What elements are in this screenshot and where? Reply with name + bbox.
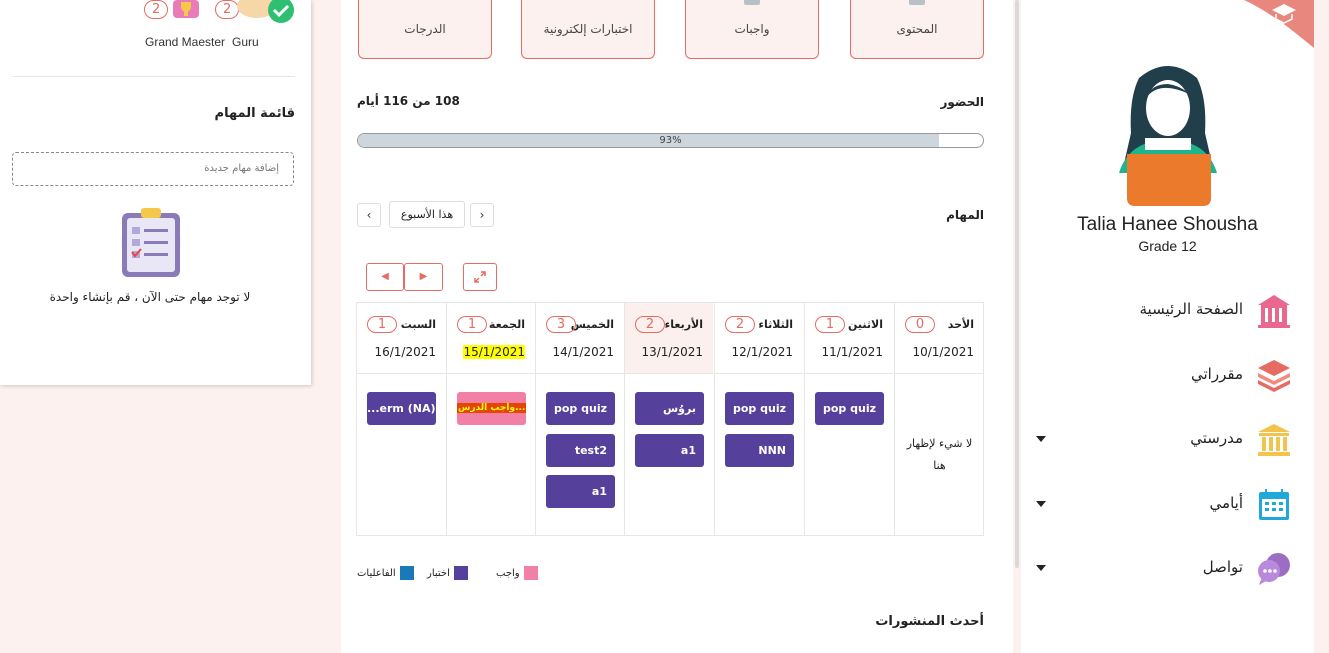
this-week-button[interactable]: هذا الأسبوع [389, 201, 465, 228]
trophy-icon [168, 0, 204, 18]
nav-label: مدرستي [1190, 429, 1243, 447]
attendance-progress-bar [357, 133, 984, 148]
day-name: الثلاثاء [758, 318, 793, 331]
nav-label: تواصل [1202, 558, 1243, 576]
badge-count: 2 [215, 0, 239, 19]
day-column-friday [446, 303, 535, 535]
caret-right-icon: ▶ [419, 271, 428, 282]
day-column-thursday [535, 303, 624, 535]
calendar-prev-button[interactable] [366, 263, 404, 291]
left-panel [0, 0, 311, 385]
day-column-tuesday [714, 303, 803, 535]
event-quiz[interactable]: pop quiz [725, 392, 794, 425]
scrollbar[interactable] [1015, 0, 1019, 568]
legend-swatch [400, 566, 414, 580]
task-list-title: قائمة المهام [214, 106, 295, 121]
legend-label: واجب [496, 567, 520, 579]
tab-content[interactable] [850, 0, 984, 59]
legend-quiz [427, 566, 468, 580]
checkmark-badge-icon [229, 0, 297, 28]
day-date: 12/1/2021 [731, 345, 793, 359]
avatar[interactable] [1109, 58, 1227, 208]
attendance-days: 108 من 116 أيام [357, 94, 460, 108]
day-date: 15/1/2021 [463, 345, 525, 359]
tab-assignments[interactable] [685, 0, 819, 59]
tasks-label: المهام [946, 208, 984, 222]
day-name: الخميس [570, 318, 614, 331]
prev-week-button[interactable]: ‹ [357, 203, 381, 227]
badge-label: Grand Maester [145, 35, 226, 49]
nav-label: مقرراتي [1191, 365, 1243, 383]
day-count: 3 [546, 316, 576, 333]
chat-bubble-icon [1256, 551, 1292, 587]
day-count: 1 [815, 316, 845, 333]
event-quiz[interactable]: بروُس [635, 392, 704, 425]
chevron-down-icon [1036, 501, 1046, 507]
nav-label: أيامي [1209, 494, 1243, 512]
chevron-down-icon [1036, 436, 1046, 442]
main-content [341, 0, 1013, 653]
tab-grades[interactable] [358, 0, 492, 59]
day-name: الاثنين [848, 318, 883, 331]
next-week-button[interactable]: › [470, 203, 494, 227]
student-name: Talia Hanee Shousha [1077, 214, 1258, 235]
day-date: 10/1/2021 [912, 345, 974, 359]
day-header [895, 303, 984, 374]
event-label: واجب الدرس... [458, 403, 526, 413]
day-column-monday [804, 303, 893, 535]
day-name: السبت [400, 318, 436, 331]
latest-posts-title: أحدث المنشورات [875, 614, 984, 629]
clipboard-icon [120, 207, 182, 277]
student-grade: Grade 12 [1138, 238, 1197, 254]
add-task-input[interactable]: إضافة مهام جديدة [12, 152, 294, 186]
event-quiz[interactable]: pop quiz [815, 392, 884, 425]
legend-label: الفاعليات [357, 567, 396, 579]
day-header [625, 303, 713, 374]
tab-label: الدرجات [404, 22, 446, 36]
day-header [447, 303, 535, 374]
day-header [715, 303, 803, 374]
calendar-icon [1256, 487, 1292, 523]
no-events-message: لا شيء لإظهار هنا [906, 437, 973, 472]
event-quiz[interactable]: NNN [725, 434, 794, 467]
legend-label: اختبار [427, 567, 450, 579]
legend-swatch [454, 566, 468, 580]
badge-label: Guru [232, 35, 259, 49]
chevron-down-icon [1036, 565, 1046, 571]
day-date: 16/1/2021 [374, 345, 436, 359]
nav-home[interactable] [1021, 293, 1314, 329]
courses-stack-icon [1256, 358, 1292, 394]
tab-icon [909, 0, 925, 5]
day-date: 11/1/2021 [821, 345, 883, 359]
tab-label: اختبارات إلكترونية [543, 22, 633, 36]
day-count: 2 [725, 316, 755, 333]
nav-communication[interactable] [1021, 551, 1314, 587]
expand-button[interactable] [463, 263, 497, 291]
progress-text: 93% [659, 135, 682, 146]
day-name: الأحد [947, 318, 974, 331]
legend-events [357, 566, 414, 580]
legend-swatch [524, 566, 538, 580]
tab-label: المحتوى [896, 22, 938, 36]
day-column-wednesday [624, 303, 713, 535]
day-date: 14/1/2021 [552, 345, 614, 359]
caret-left-icon: ◀ [381, 271, 389, 282]
badge-guru[interactable] [215, 0, 259, 49]
calendar-next-button[interactable] [404, 263, 443, 291]
event-quiz[interactable]: a1 [546, 475, 615, 508]
home-icon [1256, 293, 1292, 329]
event-quiz[interactable]: test2 [546, 434, 615, 467]
school-logo-icon[interactable] [1242, 0, 1314, 48]
day-count: 2 [635, 316, 665, 333]
day-header [357, 303, 446, 374]
sidebar [1021, 0, 1314, 653]
divider [13, 76, 295, 77]
day-count: 1 [457, 316, 487, 333]
nav-label: الصفحة الرئيسية [1139, 300, 1243, 318]
attendance-label: الحضور [940, 95, 984, 109]
day-header [536, 303, 624, 374]
tab-icon [744, 0, 760, 5]
school-building-icon [1256, 422, 1292, 458]
legend-homework [496, 566, 538, 580]
nav-my-days[interactable] [1021, 487, 1314, 523]
event-quiz[interactable]: a1 [635, 434, 704, 467]
day-name: الأربعاء [664, 318, 703, 331]
event-homework[interactable] [457, 392, 526, 425]
event-quiz[interactable]: pop quiz [546, 392, 615, 425]
nav-my-school[interactable] [1021, 422, 1314, 458]
nav-my-courses[interactable] [1021, 358, 1314, 394]
tab-e-tests[interactable] [521, 0, 655, 59]
day-column-sunday [894, 303, 984, 535]
badge-grand-maester[interactable] [144, 0, 226, 49]
badge-count: 2 [144, 0, 168, 19]
day-header [805, 303, 893, 374]
expand-icon [474, 271, 486, 283]
day-name: الجمعة [488, 318, 525, 331]
tab-label: واجبات [734, 22, 770, 36]
event-quiz[interactable]: ...erm (NA) [367, 392, 436, 425]
day-column-saturday [357, 303, 446, 535]
day-date: 13/1/2021 [641, 345, 703, 359]
week-calendar [356, 302, 984, 536]
day-count: 0 [905, 316, 935, 333]
empty-tasks-message: لا توجد مهام حتى الآن ، قم بإنشاء واحدة [49, 290, 251, 304]
day-count: 1 [367, 316, 397, 333]
